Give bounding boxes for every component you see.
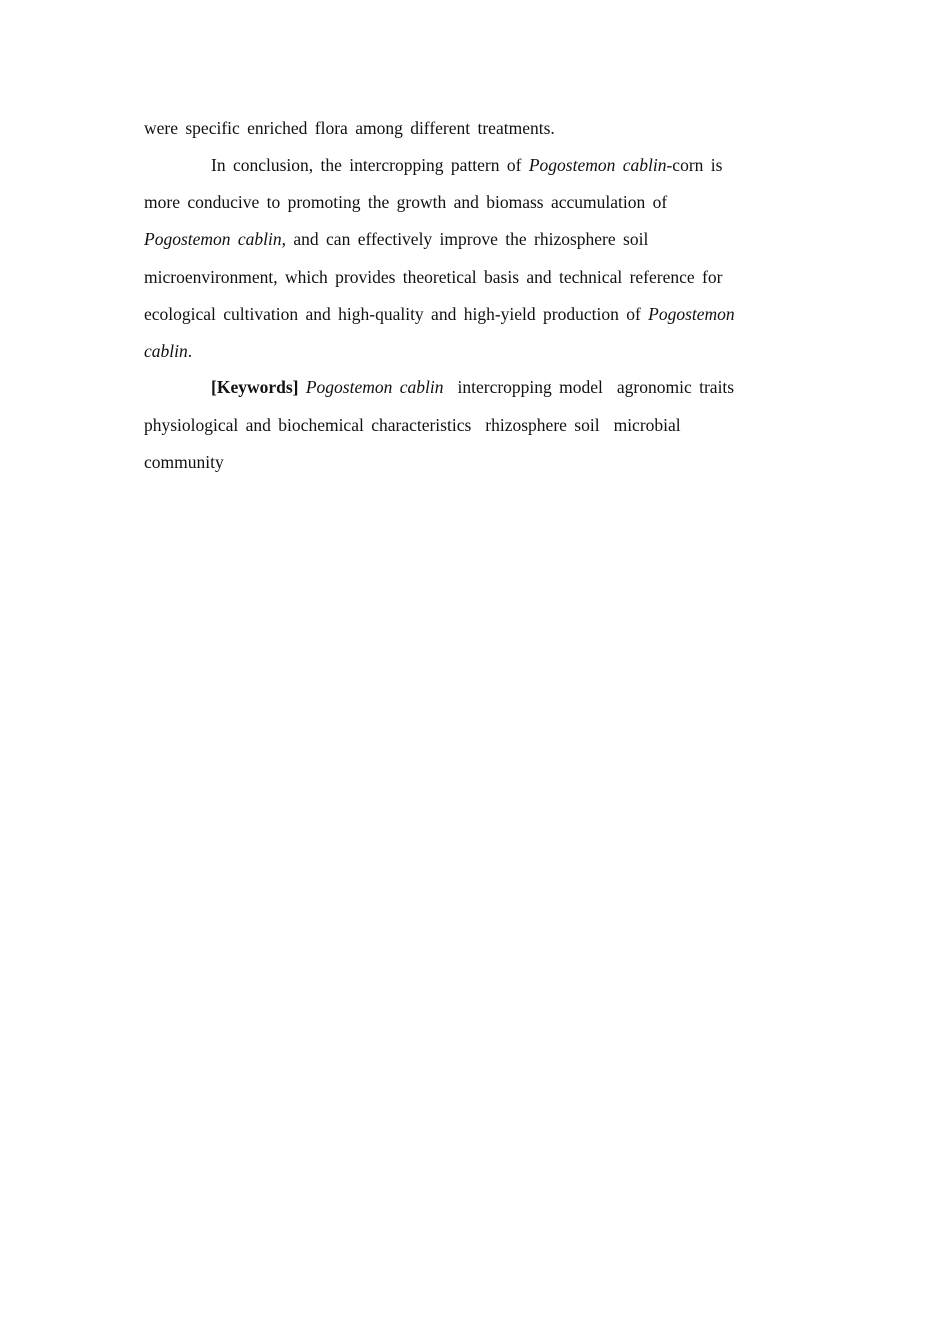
keywords-line-1 — [211, 377, 734, 397]
text-segment: ecological cultivation and high-quality and high-yield production of — [144, 304, 649, 324]
keywords-label: [Keywords] — [211, 377, 299, 397]
text-segment: . — [187, 341, 193, 361]
conclusion-line-3 — [144, 229, 648, 249]
keyword: physiological and biochemical characteristics — [144, 415, 472, 435]
keyword: intercropping model — [457, 377, 603, 397]
conclusion-line-2 — [144, 192, 667, 212]
text-segment: were specific enriched flora among different treatments. — [144, 118, 555, 138]
keyword: community — [144, 452, 224, 472]
keyword: Pogostemon cablin — [305, 377, 444, 397]
keywords-line-2 — [144, 415, 681, 435]
conclusion-line-5 — [144, 304, 735, 324]
species-name: Pogostemon cablin — [144, 229, 282, 249]
text-segment: more conducive to promoting the growth and biomass accumulation of — [144, 192, 668, 212]
paragraph-line — [144, 118, 555, 138]
keywords-line-3 — [144, 452, 224, 472]
species-name: Pogostemon cablin — [528, 155, 667, 175]
species-name: cablin — [144, 341, 188, 361]
text-segment: In conclusion, the intercropping pattern of — [211, 155, 529, 175]
text-segment: microenvironment, which provides theoretical basis and technical reference for — [144, 267, 723, 287]
conclusion-line-1 — [211, 155, 722, 175]
text-segment: , and can effectively improve the rhizosphere soil — [281, 229, 649, 249]
keyword: agronomic traits — [616, 377, 735, 397]
conclusion-line-4 — [144, 267, 722, 287]
keyword: rhizosphere soil — [485, 415, 600, 435]
conclusion-line-6 — [144, 341, 192, 361]
keyword: microbial — [613, 415, 681, 435]
text-segment: -corn is — [666, 155, 723, 175]
species-name: Pogostemon — [648, 304, 735, 324]
